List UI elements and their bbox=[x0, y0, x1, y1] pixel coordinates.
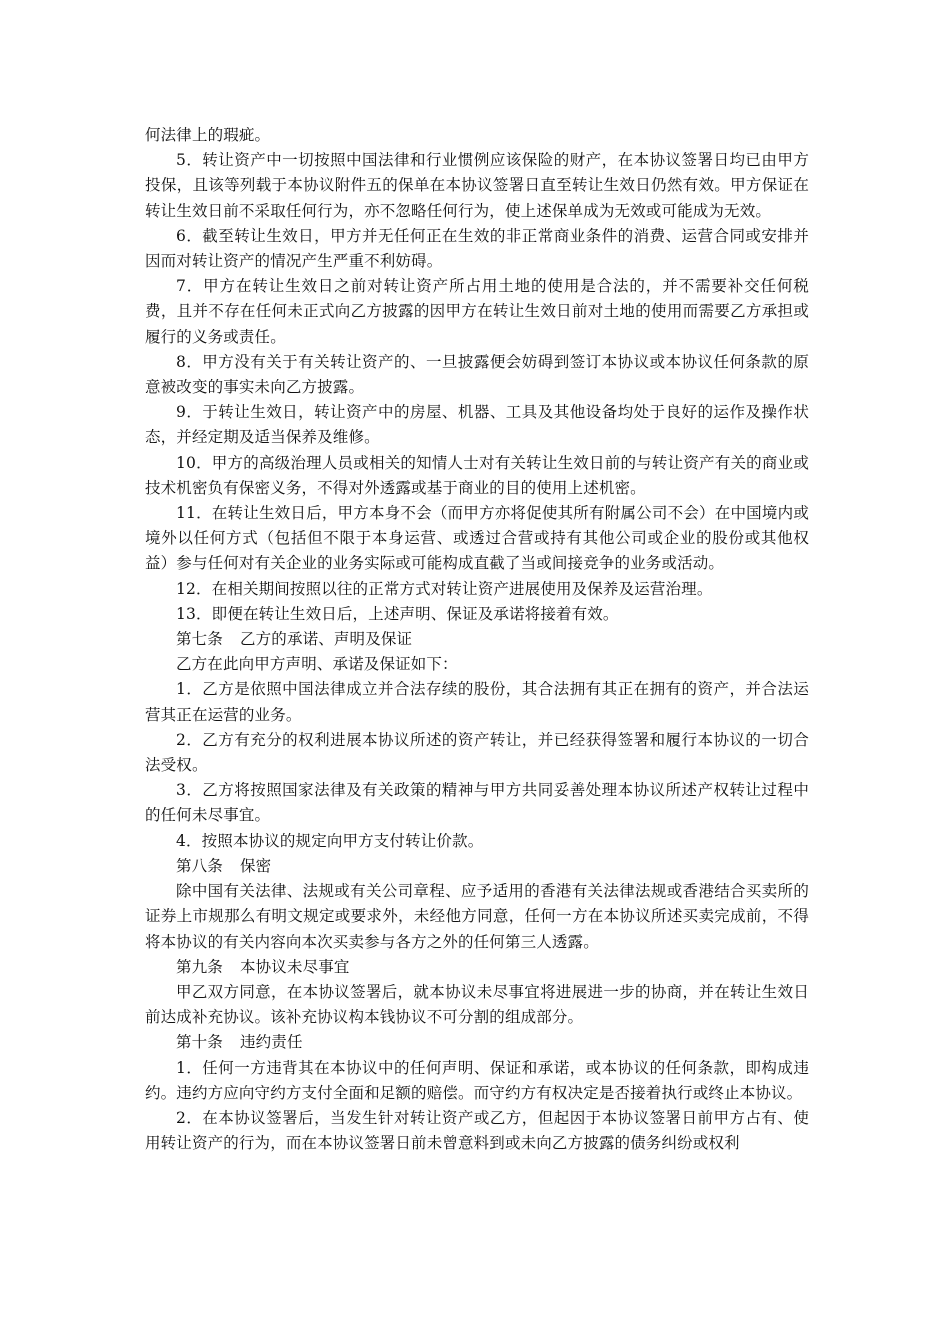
article-title: 违约责任 bbox=[240, 1033, 303, 1052]
clause-item-9: 9．于转让生效日，转让资产中的房屋、机器、工具及其他设备均处于良好的运作及操作状态，并经定期及适当保养及维修。 bbox=[145, 403, 809, 447]
clause-intro: 乙方在此向甲方声明、承诺及保证如下： bbox=[176, 655, 458, 674]
clause-item-7: 7．甲方在转让生效日之前对转让资产所占用土地的使用是合法的，并不需要补交任何税费，且并不存在任何未正式向乙方披露的因甲方在转让生效日前对土地的使用而需要乙方承担或履行的义务或责任。 bbox=[145, 277, 809, 346]
clause-item-1: 1．任何一方违背其在本协议中的任何声明、保证和承诺，或本协议的任何条款，即构成违约。违约方应向守约方支付全面和足额的赔偿。而守约方有权决定是否接着执行或终止本协议。 bbox=[145, 1058, 809, 1102]
article-heading-10 bbox=[145, 1030, 809, 1055]
article-heading-7 bbox=[145, 627, 809, 652]
clause-item-10: 10．甲方的高级治理人员或相关的知情人士对有关转让生效日前的与转让资产有关的商业或技术机密负有保密义务，不得对外透露或基于商业的目的使用上述机密。 bbox=[145, 453, 809, 497]
article-title: 保密 bbox=[240, 856, 272, 875]
clause-item-3: 3．乙方将按照国家法律及有关政策的精神与甲方共同妥善处理本协议所述产权转让过程中的任何未尽事宜。 bbox=[145, 781, 809, 825]
article-heading-8 bbox=[145, 854, 809, 879]
clause-item-2: 2．在本协议签署后，当发生针对转让资产或乙方，但起因于本协议签署日前甲方占有、使用转让资产的行为，而在本协议签署日前未曾意料到或未向乙方披露的债务纠纷或权利 bbox=[145, 1108, 809, 1153]
clause-item-4: 4．按照本协议的规定向甲方支付转让价款。 bbox=[176, 831, 484, 850]
clause-body: 甲乙双方同意，在本协议签署后，就本协议未尽事宜将进展进一步的协商，并在转让生效日前达成补充协议。该补充协议构本钱协议不可分割的组成部分。 bbox=[145, 982, 809, 1027]
clause-item-6: 6．截至转让生效日，甲方并无任何正在生效的非正常商业条件的消费、运营合同或安排并因而对转让资产的情况产生严重不利妨碍。 bbox=[145, 226, 809, 271]
clause-item-12: 12．在相关期间按照以往的正常方式对转让资产进展使用及保养及运营治理。 bbox=[176, 579, 713, 598]
article-number: 第十条 bbox=[176, 1033, 223, 1052]
article-title: 乙方的承诺、声明及保证 bbox=[240, 630, 413, 649]
clause-item-5: 5．转让资产中一切按照中国法律和行业惯例应该保险的财产，在本协议签署日均已由甲方投保，且该等列载于本协议附件五的保单在本协议签署日直至转让生效日仍然有效。甲方保证在转让生效日前不采取任何行为，亦不忽略任何行为，使上述保单成为无效或可能成为无效。 bbox=[145, 151, 809, 220]
clause-item-2: 2．乙方有充分的权利进展本协议所述的资产转让，并已经获得签署和履行本协议的一切合法受权。 bbox=[145, 730, 809, 775]
clause-item-11: 11．在转让生效日后，甲方本身不会（而甲方亦将促使其所有附属公司不会）在中国境内或境外以任何方式（包括但不限于本身运营、或透过合营或持有其他公司或企业的股份或其他权益）参与任何对有关企业的业务实际或可能构成直截了当或间接竞争的业务或活动。 bbox=[145, 504, 809, 573]
article-number: 第八条 bbox=[176, 856, 223, 875]
paragraph-continuation: 何法律上的瑕疵。 bbox=[145, 126, 271, 144]
document-page bbox=[145, 123, 809, 1156]
article-number: 第七条 bbox=[176, 630, 223, 649]
clause-body: 除中国有关法律、法规或有关公司章程、应予适用的香港有关法律法规或香港结合买卖所的证券上市规那么有明文规定或要求外，未经他方同意，任何一方在本协议所述买卖完成前，不得将本协议的有关内容向本次买卖参与各方之外的任何第三人透露。 bbox=[145, 882, 809, 951]
clause-item-13: 13．即便在转让生效日后，上述声明、保证及承诺将接着有效。 bbox=[176, 604, 619, 623]
article-number: 第九条 bbox=[176, 957, 223, 976]
clause-item-8: 8．甲方没有关于有关转让资产的、一旦披露便会妨碍到签订本协议或本协议任何条款的原意被改变的事实未向乙方披露。 bbox=[145, 352, 809, 397]
article-heading-9 bbox=[145, 955, 809, 980]
article-title: 本协议未尽事宜 bbox=[240, 957, 350, 976]
clause-item-1: 1．乙方是依照中国法律成立并合法存续的股份，其合法拥有其正在拥有的资产，并合法运营其正在运营的业务。 bbox=[145, 680, 809, 724]
